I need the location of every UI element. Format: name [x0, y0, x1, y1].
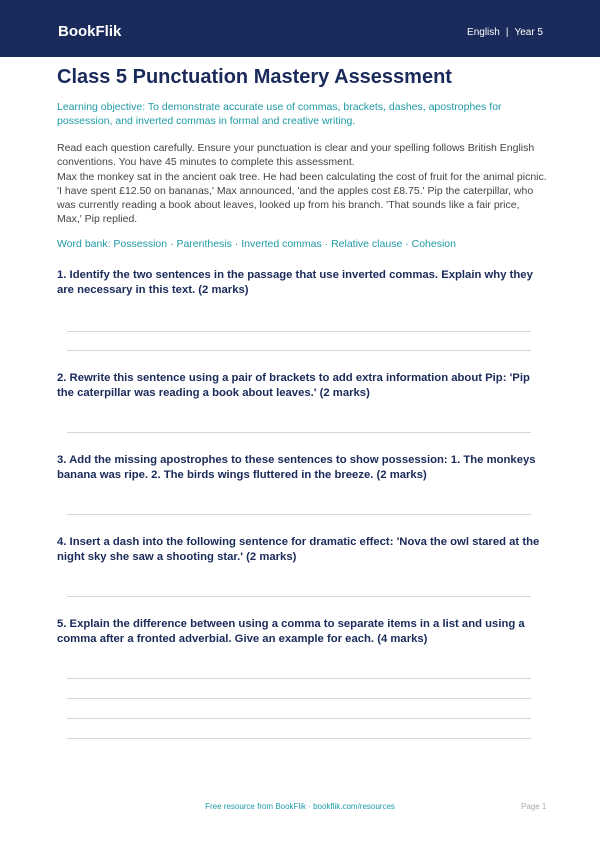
answer-line[interactable]: [67, 350, 531, 351]
instructions-text: Read each question carefully. Ensure your punctuation is clear and your spelling follows British English conventions. You have 45 minutes to complete this assessment.: [57, 142, 535, 168]
page-number: Page 1: [521, 802, 547, 811]
answer-line[interactable]: [67, 738, 531, 739]
question-1: 1. Identify the two sentences in the passage that use inverted commas. Explain why they are necessary in this text. (2 marks): [57, 269, 533, 296]
question-2: 2. Rewrite this sentence using a pair of brackets to add extra information about Pip: 'Pip the caterpillar was reading a book about leaves.' (2 marks): [57, 372, 530, 399]
page-title: Class 5 Punctuation Mastery Assessment: [57, 66, 452, 88]
question-5: 5. Explain the difference between using a comma to separate items in a list and using a comma after a fronted adverbial. Give an example for each. (4 marks): [57, 618, 525, 645]
word-bank: Word bank: Possession · Parenthesis · Inverted commas · Relative clause · Cohesion: [57, 238, 456, 250]
question-3: 3. Add the missing apostrophes to these sentences to show possession: 1. The monkeys banana was ripe. 2. The birds wings fluttered in the breeze. (2 marks): [57, 454, 536, 481]
answer-line[interactable]: [67, 432, 531, 433]
answer-line[interactable]: [67, 698, 531, 699]
answer-line[interactable]: [67, 514, 531, 515]
page-header: [0, 0, 600, 57]
answer-line[interactable]: [67, 718, 531, 719]
header-meta: [467, 27, 543, 39]
answer-line[interactable]: [67, 331, 531, 332]
learning-objective: Learning objective: To demonstrate accurate use of commas, brackets, dashes, apostrophes for possession, and inverted commas in formal and creative writing.: [57, 101, 502, 127]
answer-line[interactable]: [67, 678, 531, 679]
reading-passage: Max the monkey sat in the ancient oak tree. He had been calculating the cost of fruit for the animal picnic. 'I have spent £12.50 on bananas,' Max announced, 'and the apples cost £8.75.' Pip the caterpillar, who was currently reading a book about leaves, looked up from his branch. 'That sounds like a fair price, Max,' Pip replied.: [57, 171, 547, 225]
meta-separator: |: [505, 27, 509, 38]
footer-credit[interactable]: Free resource from BookFlik · bookflik.com/resources: [205, 802, 395, 811]
question-4: 4. Insert a dash into the following sentence for dramatic effect: 'Nova the owl stared at the night sky she saw a shooting star.' (2 marks): [57, 536, 540, 563]
subject-label: English: [467, 27, 500, 38]
year-label: Year 5: [514, 27, 543, 38]
answer-line[interactable]: [67, 596, 531, 597]
brand-logo: BookFlik: [58, 23, 122, 40]
